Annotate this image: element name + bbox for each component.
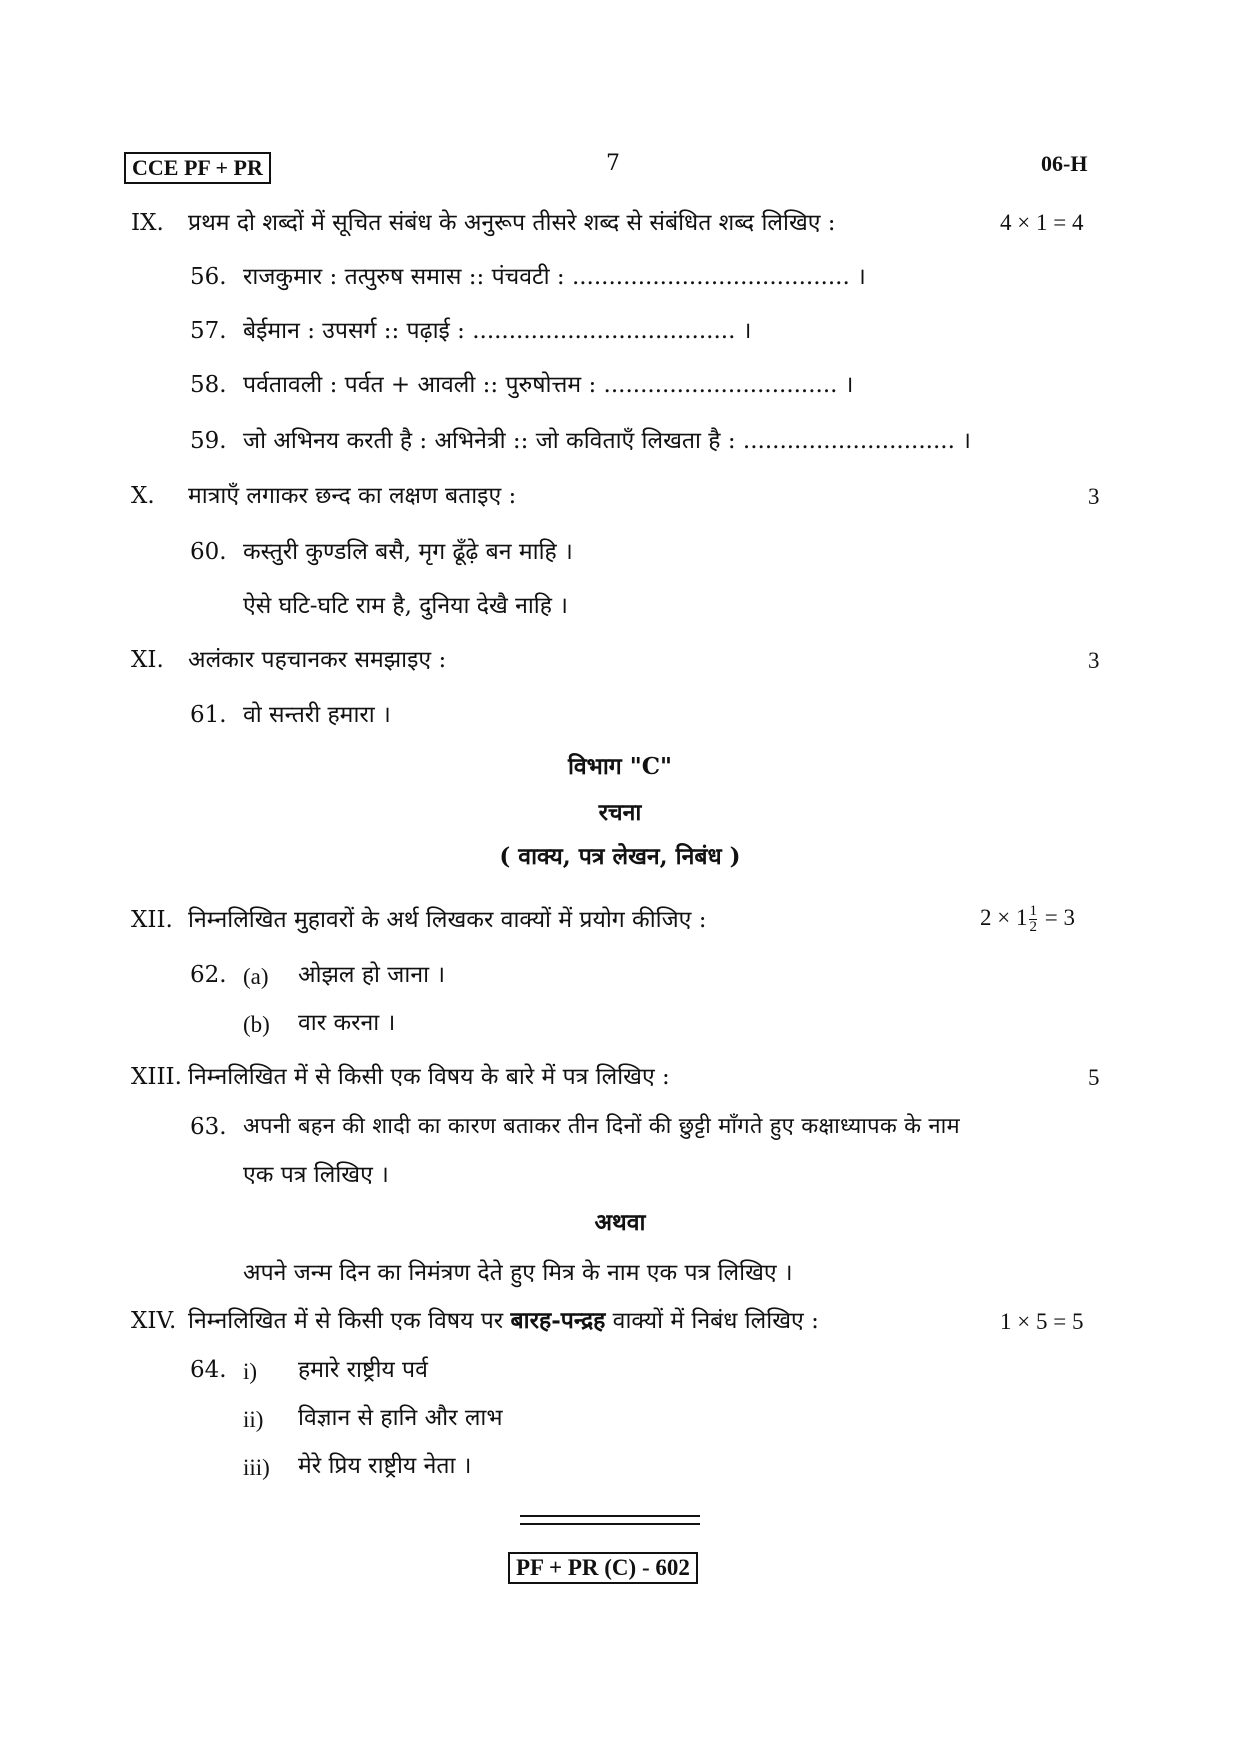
item-label: iii) xyxy=(243,1455,270,1480)
letter-prompt-alt: अपने जन्म दिन का निमंत्रण देते हुए मित्र के नाम एक पत्र लिखिए । xyxy=(243,1260,793,1286)
section-xiv-marks: 1 × 5 = 5 xyxy=(1000,1309,1084,1334)
fraction-denominator: 2 xyxy=(1029,919,1037,935)
essay-topic: मेरे प्रिय राष्ट्रीय नेता । xyxy=(298,1453,472,1479)
section-xii-marks xyxy=(980,904,1075,935)
section-xi-marks: 3 xyxy=(1088,648,1100,673)
instruction-emphasis: बारह-पन्द्रह xyxy=(510,1307,606,1334)
question-number: 59. xyxy=(190,428,227,454)
question-text: पर्वतावली : पर्वत + आवली :: पुरुषोत्तम : ................................ । xyxy=(243,372,854,398)
fraction-numerator: 1 xyxy=(1029,903,1037,919)
section-ix-marks: 4 × 1 = 4 xyxy=(1000,210,1084,235)
couplet-line-2: ऐसे घटि-घटि राम है, दुनिया देखै नाहि । xyxy=(243,593,569,619)
section-ix-number: IX. xyxy=(131,210,164,236)
section-xiii-marks: 5 xyxy=(1088,1065,1100,1090)
letter-prompt-line-2: एक पत्र लिखिए । xyxy=(243,1162,389,1188)
end-rule xyxy=(520,1515,700,1525)
essay-topic: विज्ञान से हानि और लाभ xyxy=(298,1405,503,1431)
question-number: 62. xyxy=(190,962,227,988)
question-number: 58. xyxy=(190,372,227,398)
section-x-marks: 3 xyxy=(1088,484,1100,509)
idiom-text: वार करना । xyxy=(298,1010,396,1036)
item-label: i) xyxy=(243,1359,258,1384)
section-xii-number: XII. xyxy=(131,907,173,933)
question-number: 61. xyxy=(190,702,227,728)
section-xi-instruction: अलंकार पहचानकर समझाइए : xyxy=(188,647,447,673)
marks-suffix: = 3 xyxy=(1044,904,1075,930)
section-xii-instruction: निम्नलिखित मुहावरों के अर्थ लिखकर वाक्यों में प्रयोग कीजिए : xyxy=(188,907,707,933)
item-label: (b) xyxy=(243,1012,270,1037)
footer-code-box: PF + PR (C) - 602 xyxy=(508,1552,698,1584)
question-number: 64. xyxy=(190,1357,227,1383)
question-number: 63. xyxy=(190,1114,227,1140)
question-number: 56. xyxy=(190,264,227,290)
part-c-subtitle: रचना xyxy=(598,799,642,826)
instruction-pre: निम्नलिखित में से किसी एक विषय पर xyxy=(188,1308,511,1334)
question-text: राजकुमार : तत्पुरुष समास :: पंचवटी : ...................................... । xyxy=(243,264,866,290)
section-xiv-number: XIV. xyxy=(131,1308,177,1334)
or-label: अथवा xyxy=(594,1209,646,1236)
paper-code-box: CCE PF + PR xyxy=(124,152,271,184)
section-xiii-instruction: निम्नलिखित में से किसी एक विषय के बारे में पत्र लिखिए : xyxy=(188,1064,670,1090)
section-x-number: X. xyxy=(131,483,155,509)
marks-prefix: 2 × 1 xyxy=(980,904,1028,930)
question-number: 60. xyxy=(190,539,227,565)
section-xiv-instruction xyxy=(188,1306,819,1336)
item-label: ii) xyxy=(243,1407,264,1432)
section-ix-instruction: प्रथम दो शब्दों में सूचित संबंध के अनुरूप तीसरे शब्द से संबंधित शब्द लिखिए : xyxy=(188,210,836,236)
part-c-subtitle-2: ( वाक्य, पत्र लेखन, निबंध ) xyxy=(499,843,741,870)
section-xi-number: XI. xyxy=(131,647,164,673)
letter-prompt-line-1: अपनी बहन की शादी का कारण बताकर तीन दिनों की छुट्टी माँगते हुए कक्षाध्यापक के नाम xyxy=(243,1114,960,1139)
idiom-text: ओझल हो जाना । xyxy=(298,962,446,988)
couplet-line-1: कस्तुरी कुण्डलि बसै, मृग ढूँढ़े बन माहि । xyxy=(243,539,573,565)
question-text: वो सन्तरी हमारा । xyxy=(243,702,391,728)
instruction-post: वाक्यों में निबंध लिखिए : xyxy=(605,1308,819,1334)
item-label: (a) xyxy=(243,964,269,989)
question-number: 57. xyxy=(190,318,227,344)
section-x-instruction: मात्राएँ लगाकर छन्द का लक्षण बताइए : xyxy=(188,483,517,509)
part-c-title: विभाग "C" xyxy=(567,753,673,780)
essay-topic: हमारे राष्ट्रीय पर्व xyxy=(298,1357,428,1383)
question-text: बेईमान : उपसर्ग :: पढ़ाई : .................................... । xyxy=(243,318,752,344)
section-xiii-number: XIII. xyxy=(131,1064,182,1090)
page-number: 7 xyxy=(606,151,620,176)
fraction xyxy=(1029,904,1037,935)
set-code: 06-H xyxy=(1041,151,1088,176)
question-text: जो अभिनय करती है : अभिनेत्री :: जो कविताएँ लिखता है : ............................. । xyxy=(243,428,971,454)
